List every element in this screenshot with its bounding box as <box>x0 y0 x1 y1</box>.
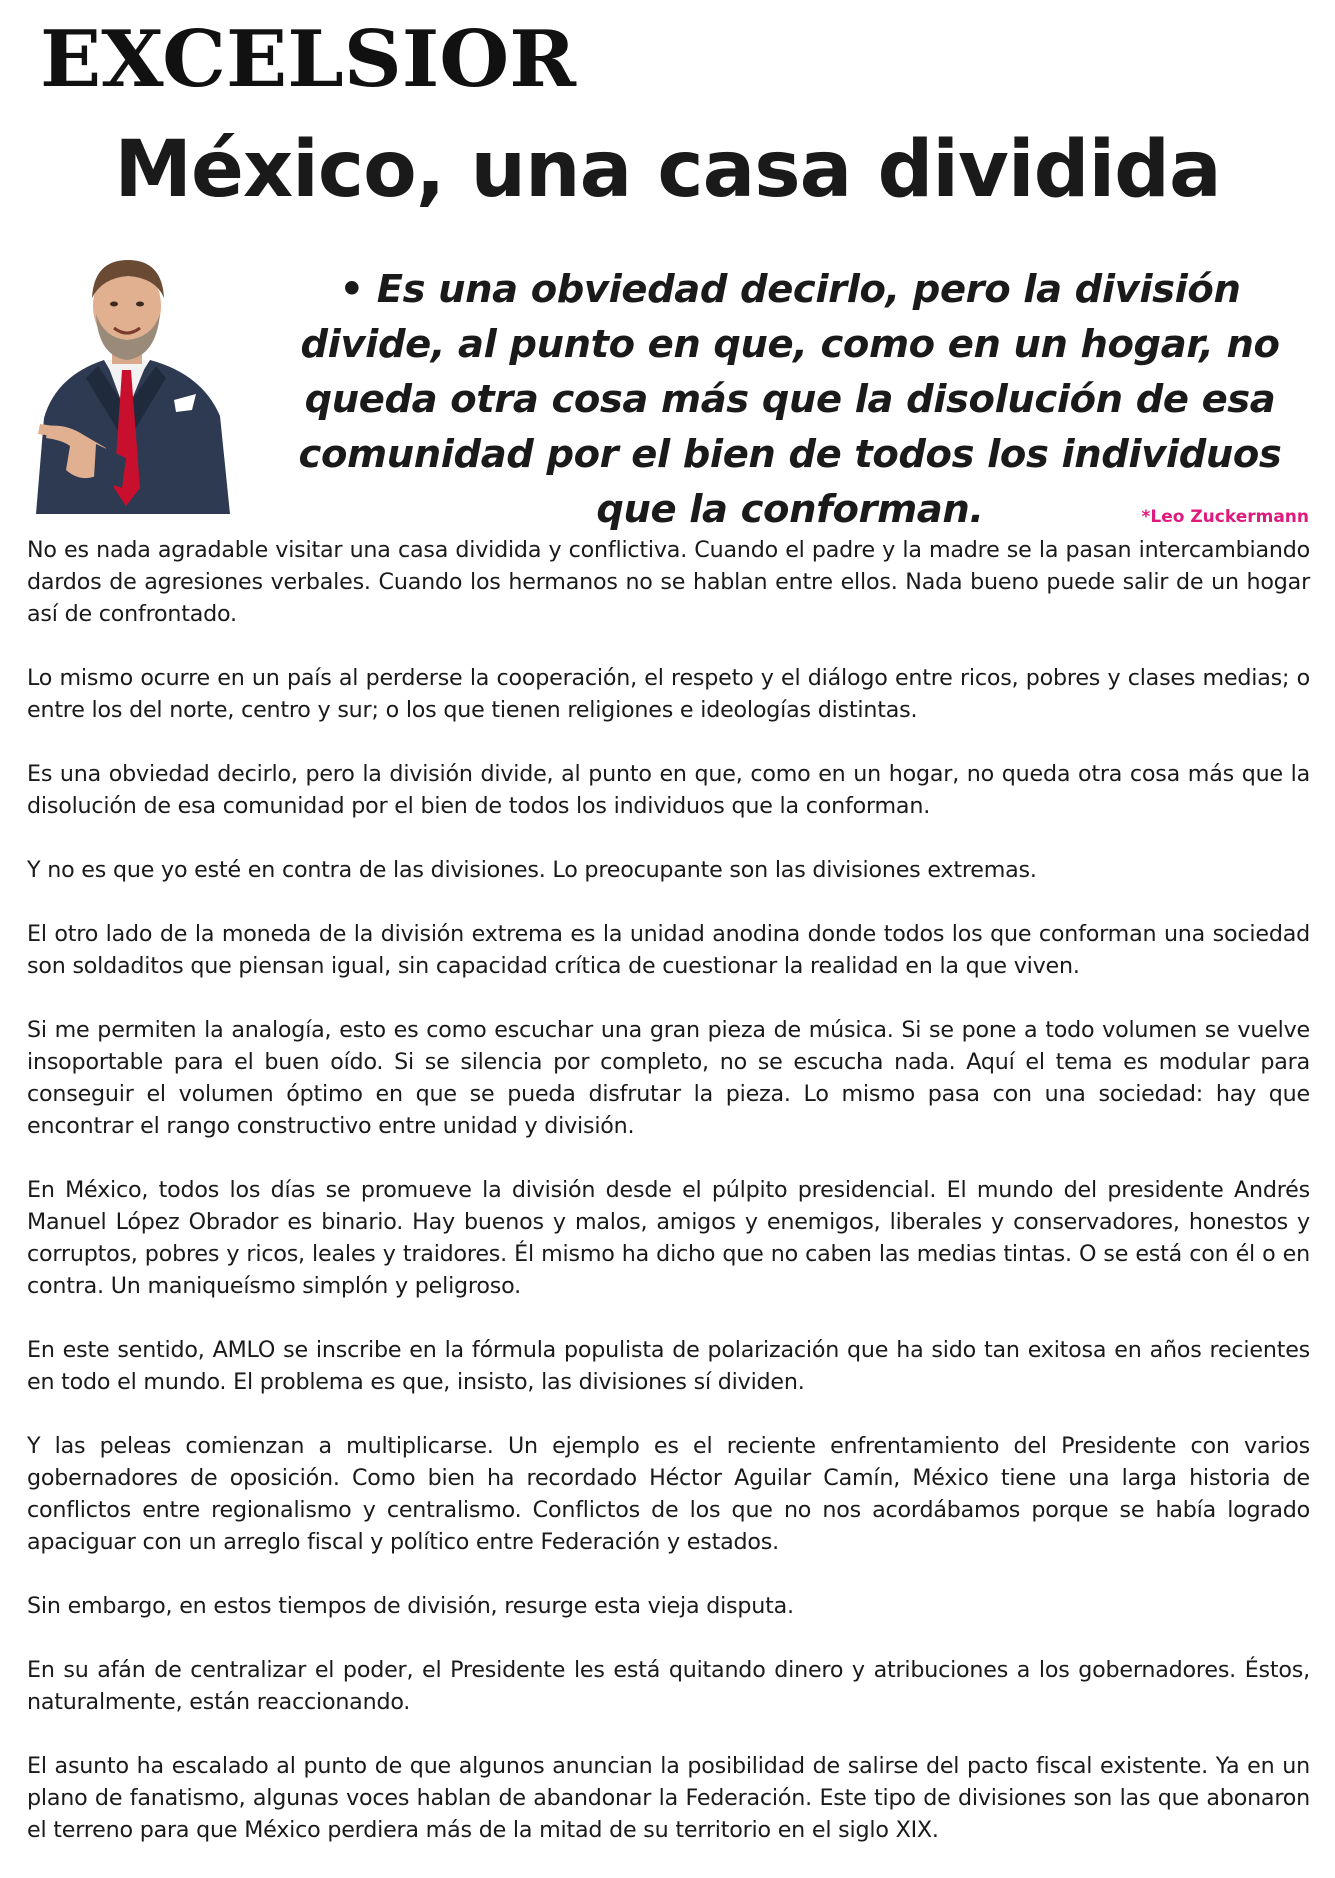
author-byline: *Leo Zuckermann <box>1141 507 1309 527</box>
article-paragraph: Y no es que yo esté en contra de las divisiones. Lo preocupante son las divisiones extremas. <box>27 857 1037 883</box>
article-paragraph: En su afán de centralizar el poder, el Presidente les está quitando dinero y atribuciones a los gobernadores. Éstos, naturalmente, están reaccionando. <box>27 1657 1310 1715</box>
masthead-logo-text: EXCELSIOR <box>40 20 578 94</box>
headline: México, una casa dividida <box>114 125 1221 215</box>
masthead-logo-svg <box>38 20 578 94</box>
masthead-logo <box>38 20 578 94</box>
article-body <box>27 534 1310 1878</box>
article-paragraph: En este sentido, AMLO se inscribe en la fórmula populista de polarización que ha sido tan exitosa en años recientes en todo el mundo. El problema es que, insisto, las divisiones sí dividen. <box>27 1337 1310 1395</box>
article-paragraph: Lo mismo ocurre en un país al perderse la cooperación, el respeto y el diálogo entre ricos, pobres y clases medias; o entre los del norte, centro y sur; o los que tienen religiones e ideologías distintas. <box>27 665 1310 723</box>
article-paragraph: Sin embargo, en estos tiempos de división, resurge esta vieja disputa. <box>27 1593 794 1619</box>
article-paragraph: Y las peleas comienzan a multiplicarse. Un ejemplo es el reciente enfrentamiento del Presidente con varios gobernadores de oposición. Como bien ha recordado Héctor Aguilar Camín, México tiene una larga historia de conflictos entre regionalismo y centralismo. Conflictos de los que no nos acordábamos porque se había logrado apaciguar con un arreglo fiscal y político entre Federación y estados. <box>27 1433 1310 1555</box>
article-paragraph: El asunto ha escalado al punto de que algunos anuncian la posibilidad de salirse del pacto fiscal existente. Ya en un plano de fanatismo, algunas voces hablan de abandonar la Federación. Este tipo de divisiones son las que abonaron el terreno para que México perdiera más de la mitad de su territorio en el siglo XIX. <box>27 1753 1310 1843</box>
author-portrait <box>26 248 238 514</box>
article-paragraph: Es una obviedad decirlo, pero la división divide, al punto en que, como en un hogar, no queda otra cosa más que la disolución de esa comunidad por el bien de todos los individuos que la conforman. <box>27 761 1310 819</box>
article-paragraph: Si me permiten la analogía, esto es como escuchar una gran pieza de música. Si se pone a todo volumen se vuelve insoportable para el buen oído. Si se silencia por completo, no se escucha nada. Aquí el tema es modular para conseguir el volumen óptimo en que se pueda disfrutar la pieza. Lo mismo pasa con una sociedad: hay que encontrar el rango constructivo entre unidad y división. <box>27 1017 1310 1139</box>
article-paragraph: En México, todos los días se promueve la división desde el púlpito presidencial. El mundo del presidente Andrés Manuel López Obrador es binario. Hay buenos y malos, amigos y enemigos, liberales y conservadores, honestos y corruptos, pobres y ricos, leales y traidores. Él mismo ha dicho que no caben las medias tintas. O se está con él o en contra. Un maniqueísmo simplón y peligroso. <box>27 1177 1310 1299</box>
author-portrait-svg <box>26 248 238 514</box>
article-paragraph: El otro lado de la moneda de la división extrema es la unidad anodina donde todos los que conforman una sociedad son soldaditos que piensan igual, sin capacidad crítica de cuestionar la realidad en la que viven. <box>27 921 1310 979</box>
pull-quote: • Es una obviedad decirlo, pero la división divide, al punto en que, como en un hogar, no queda otra cosa más que la disolución de esa comunidad por el bien de todos los individuos que la conforman. <box>298 267 1282 532</box>
article-paragraph: No es nada agradable visitar una casa dividida y conflictiva. Cuando el padre y la madre se la pasan intercambiando dardos de agresiones verbales. Cuando los hermanos no se hablan entre ellos. Nada bueno puede salir de un hogar así de confrontado. <box>27 537 1310 627</box>
